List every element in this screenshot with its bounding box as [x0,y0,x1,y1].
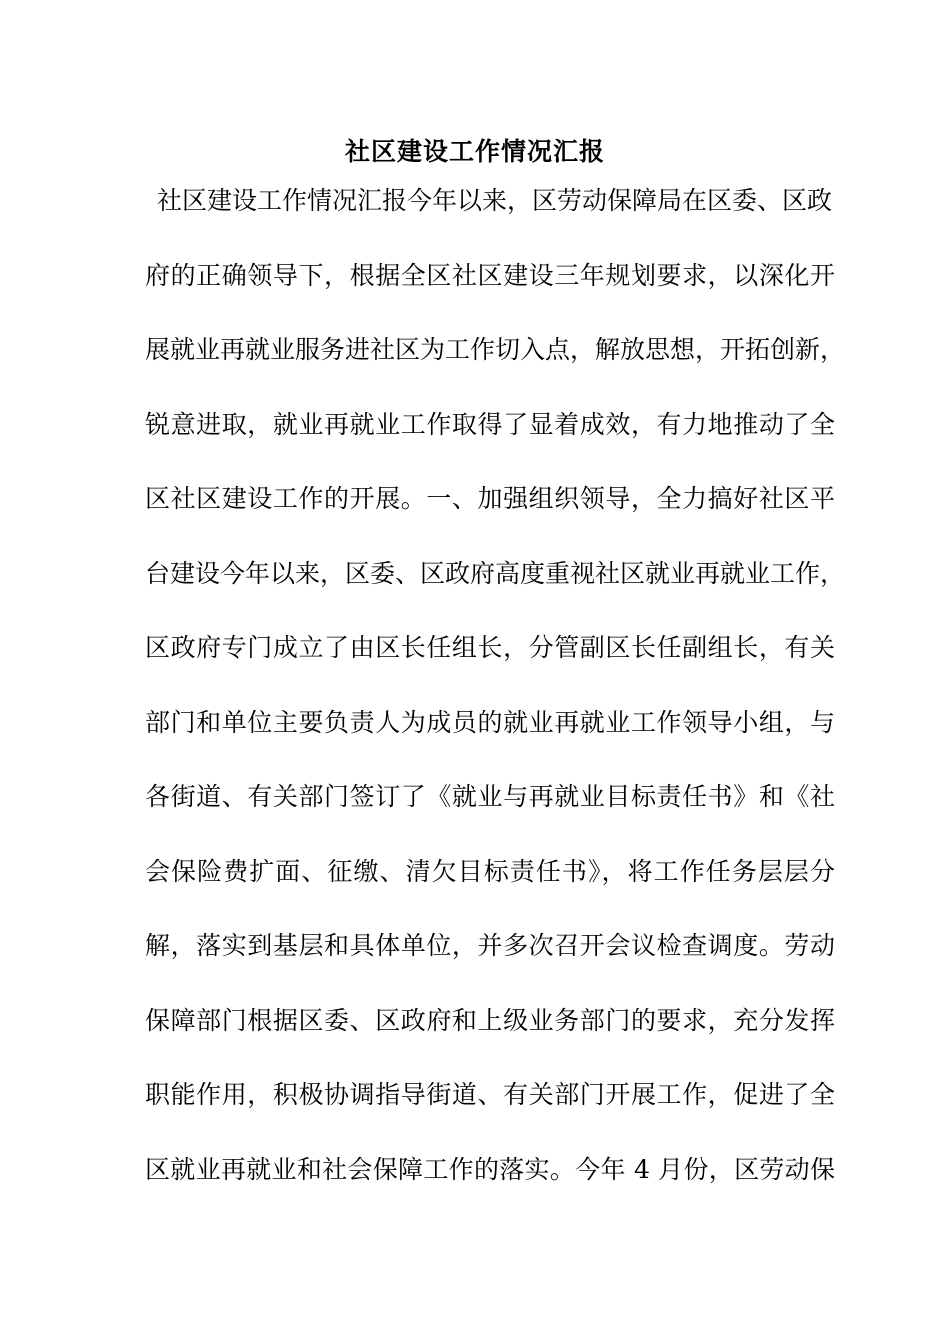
body-line: 台建设今年以来，区委、区政府高度重视社区就业再就业工作， [145,558,846,588]
document-body [145,181,846,1224]
body-line: 部门和单位主要负责人为成员的就业再就业工作领导小组，与 [145,707,835,737]
document-title: 社区建设工作情况汇报 [344,137,605,166]
body-line: 职能作用，积极协调指导街道、有关部门开展工作，促进了全 [145,1080,835,1109]
body-line: 区政府专门成立了由区长任组长，分管副区长任副组长，有关 [145,633,835,662]
body-line: 社区建设工作情况汇报今年以来，区劳动保障局在区委、区政 [157,186,833,215]
body-line: 会保险费扩面、征缴、清欠目标责任书》，将工作任务层层分 [145,856,835,886]
body-line: 区就业再就业和社会保障工作的落实。今年 4 月份，区劳动保 [145,1154,835,1184]
body-line: 解，落实到基层和具体单位，并多次召开会议检查调度。劳动 [145,931,835,960]
body-line: 锐意进取，就业再就业工作取得了显着成效，有力地推动了全 [145,409,835,439]
body-line: 展就业再就业服务进社区为工作切入点，解放思想，开拓创新， [145,335,846,364]
body-line: 各街道、有关部门签订了《就业与再就业目标责任书》和《社 [145,782,835,811]
body-line: 府的正确领导下，根据全区社区建设三年规划要求，以深化开 [145,260,835,290]
body-line: 区社区建设工作的开展。一、加强组织领导，全力搞好社区平 [145,484,835,513]
body-line: 保障部门根据区委、区政府和上级业务部门的要求，充分发挥 [145,1005,835,1035]
